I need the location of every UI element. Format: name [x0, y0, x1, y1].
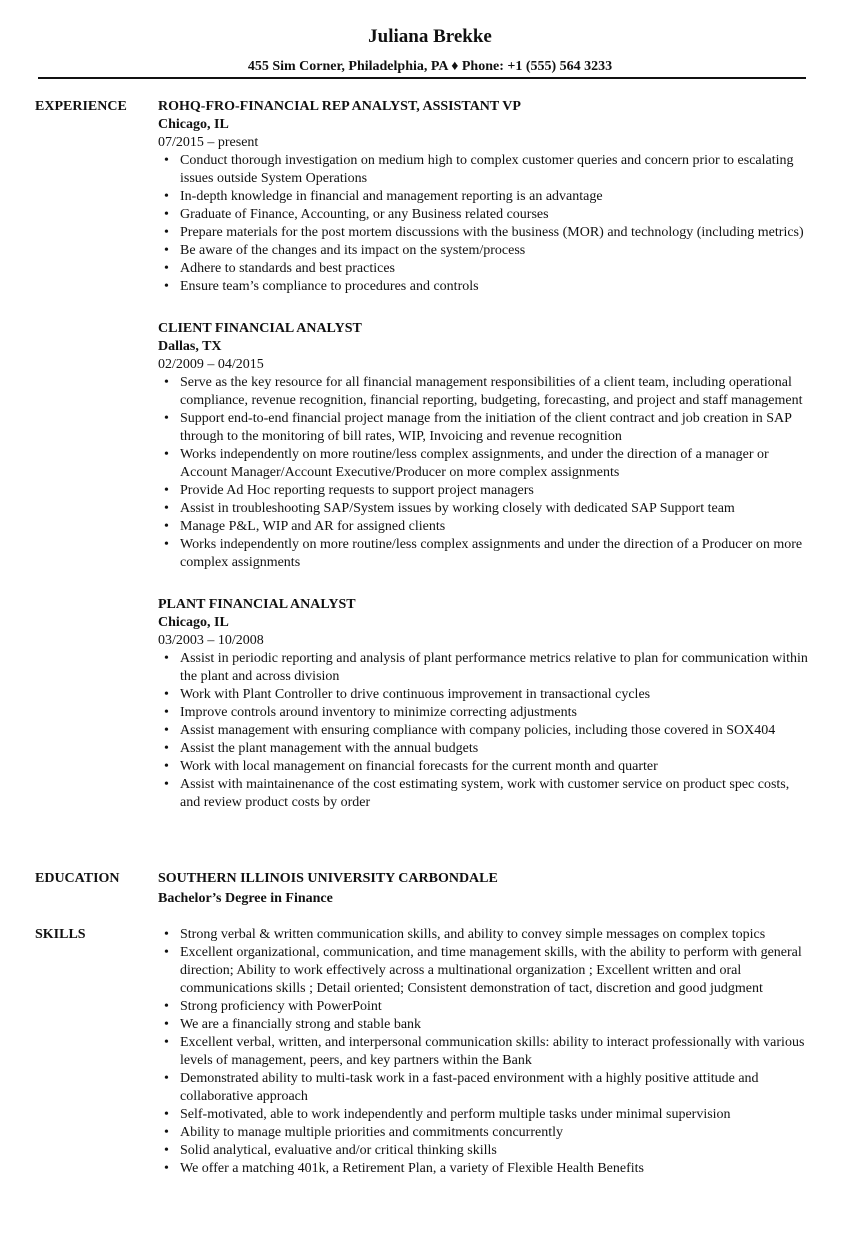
bullet-item	[158, 188, 810, 206]
job-location: Dallas, TX	[158, 339, 222, 354]
bullet-icon: •	[164, 1107, 169, 1122]
bullet-icon: •	[164, 945, 169, 960]
bullet-text: Work with Plant Controller to drive continuous improvement in transactional cycles	[180, 687, 651, 702]
bullet-text: Work with local management on financial forecasts for the current month and quarter	[180, 759, 658, 774]
bullet-icon: •	[164, 483, 169, 498]
skills-list	[158, 926, 810, 1178]
bullet-item	[158, 374, 810, 410]
skill-text: Strong verbal & written communication skills, and ability to convey simple messages on complex topics	[180, 927, 766, 942]
skill-text: Excellent organizational, communication, and time management skills, with the ability to perform with general direction; Ability to work effectively across a multinational organization ; Excellent written and oral communications skills ; Detail oriented; Consistent demonstration of tact, discretion and good judgment	[180, 945, 802, 996]
bullet-item	[158, 410, 810, 446]
bullet-icon: •	[164, 687, 169, 702]
bullet-text: Assist with maintainenance of the cost estimating system, work with customer service on product spec costs, and review product costs by order	[180, 777, 790, 810]
bullet-text: Support end-to-end financial project manage from the initiation of the client contract and job creation in SAP through to the monitoring of bill rates, WIP, Invoicing and revenue recognition	[180, 411, 792, 444]
bullet-item	[158, 224, 810, 242]
bullet-icon: •	[164, 999, 169, 1014]
bullet-icon: •	[164, 1071, 169, 1086]
bullet-icon: •	[164, 225, 169, 240]
bullet-icon: •	[164, 927, 169, 942]
bullet-item	[158, 206, 810, 224]
bullet-item	[158, 704, 810, 722]
skill-item	[158, 1016, 810, 1034]
skill-text: Demonstrated ability to multi-task work in a fast-paced environment with a highly positive attitude and collaborative approach	[180, 1071, 759, 1104]
bullet-icon: •	[164, 537, 169, 552]
skill-text: We offer a matching 401k, a Retirement Plan, a variety of Flexible Health Benefits	[180, 1161, 644, 1176]
job-dates: 03/2003 – 10/2008	[158, 633, 264, 648]
job-bullets	[158, 152, 810, 296]
job-title: PLANT FINANCIAL ANALYST	[158, 597, 356, 612]
bullet-text: Serve as the key resource for all financial management responsibilities of a client team, including operational compliance, revenue recognition, financial reporting, budgeting, forecasting, and project and staff management	[180, 375, 803, 408]
bullet-text: Improve controls around inventory to minimize correcting adjustments	[180, 705, 577, 720]
bullet-icon: •	[164, 279, 169, 294]
bullet-icon: •	[164, 759, 169, 774]
job-bullets	[158, 374, 810, 572]
bullet-icon: •	[164, 153, 169, 168]
bullet-text: Conduct thorough investigation on medium high to complex customer queries and concern prior to escalating issues outside System Operations	[180, 153, 794, 186]
bullet-text: Assist in troubleshooting SAP/System issues by working closely with dedicated SAP Support team	[180, 501, 735, 516]
resume-header	[0, 24, 860, 76]
bullet-icon: •	[164, 1035, 169, 1050]
skill-item	[158, 926, 810, 944]
job-entry	[158, 98, 810, 296]
bullet-text: Adhere to standards and best practices	[180, 261, 395, 276]
bullet-icon: •	[164, 447, 169, 462]
skills-list-wrapper	[158, 926, 810, 1178]
skill-item	[158, 1124, 810, 1142]
job-title: ROHQ-FRO-FINANCIAL REP ANALYST, ASSISTANT VP	[158, 99, 521, 114]
skill-item	[158, 1142, 810, 1160]
bullet-icon: •	[164, 777, 169, 792]
bullet-item	[158, 500, 810, 518]
bullet-text: Ensure team’s compliance to procedures and controls	[180, 279, 479, 294]
job-entry	[158, 596, 810, 812]
bullet-text: Assist in periodic reporting and analysis of plant performance metrics relative to plan for communication within the plant and across division	[180, 651, 808, 684]
skill-text: Strong proficiency with PowerPoint	[180, 999, 382, 1014]
bullet-item	[158, 518, 810, 536]
education-heading: EDUCATION	[35, 871, 120, 886]
bullet-item	[158, 740, 810, 758]
bullet-icon: •	[164, 519, 169, 534]
school-name: SOUTHERN ILLINOIS UNIVERSITY CARBONDALE	[158, 871, 498, 886]
bullet-icon: •	[164, 411, 169, 426]
contact-line: 455 Sim Corner, Philadelphia, PA ♦ Phone: +1 (555) 564 3233	[247, 59, 613, 74]
job-dates: 07/2015 – present	[158, 135, 259, 150]
job-dates: 02/2009 – 04/2015	[158, 357, 264, 372]
bullet-icon: •	[164, 705, 169, 720]
bullet-item	[158, 242, 810, 260]
bullet-item	[158, 278, 810, 296]
bullet-item	[158, 722, 810, 740]
bullet-item	[158, 758, 810, 776]
bullet-icon: •	[164, 189, 169, 204]
skill-text: Self-motivated, able to work independently and perform multiple tasks under minimal supervision	[180, 1107, 731, 1122]
job-entry	[158, 320, 810, 572]
candidate-name: Juliana Brekke	[368, 26, 492, 47]
bullet-item	[158, 776, 810, 812]
bullet-text: Manage P&L, WIP and AR for assigned clients	[180, 519, 446, 534]
bullet-item	[158, 446, 810, 482]
skill-item	[158, 998, 810, 1016]
bullet-item	[158, 650, 810, 686]
bullet-text: Provide Ad Hoc reporting requests to support project managers	[180, 483, 534, 498]
bullet-icon: •	[164, 1125, 169, 1140]
bullet-icon: •	[164, 501, 169, 516]
skill-item	[158, 1034, 810, 1070]
bullet-icon: •	[164, 651, 169, 666]
bullet-text: Assist the plant management with the annual budgets	[180, 741, 479, 756]
header-divider	[38, 77, 806, 79]
bullet-icon: •	[164, 1161, 169, 1176]
bullet-text: Prepare materials for the post mortem discussions with the business (MOR) and technology (including metrics)	[180, 225, 804, 240]
bullet-text: Graduate of Finance, Accounting, or any Business related courses	[180, 207, 549, 222]
bullet-icon: •	[164, 375, 169, 390]
skill-item	[158, 1106, 810, 1124]
bullet-icon: •	[164, 243, 169, 258]
bullet-text: Assist management with ensuring compliance with company policies, including those covered in SOX404	[180, 723, 776, 738]
bullet-item	[158, 536, 810, 572]
job-location: Chicago, IL	[158, 615, 229, 630]
skill-item	[158, 1070, 810, 1106]
bullet-item	[158, 152, 810, 188]
bullet-text: In-depth knowledge in financial and management reporting is an advantage	[180, 189, 603, 204]
bullet-icon: •	[164, 207, 169, 222]
bullet-icon: •	[164, 1143, 169, 1158]
skill-text: Excellent verbal, written, and interpersonal communication skills: ability to interact professionally with various levels of management, peers, and key partners within the Bank	[180, 1035, 805, 1068]
bullet-icon: •	[164, 741, 169, 756]
bullet-icon: •	[164, 723, 169, 738]
bullet-text: Be aware of the changes and its impact on the system/process	[180, 243, 526, 258]
job-location: Chicago, IL	[158, 117, 229, 132]
skills-heading: SKILLS	[35, 927, 86, 942]
experience-heading: EXPERIENCE	[35, 99, 127, 114]
experience-list	[158, 98, 810, 836]
bullet-item	[158, 260, 810, 278]
skill-text: Solid analytical, evaluative and/or critical thinking skills	[180, 1143, 497, 1158]
bullet-item	[158, 686, 810, 704]
skill-text: Ability to manage multiple priorities and commitments concurrently	[180, 1125, 563, 1140]
degree-name: Bachelor’s Degree in Finance	[158, 891, 333, 906]
job-bullets	[158, 650, 810, 812]
bullet-item	[158, 482, 810, 500]
bullet-icon: •	[164, 261, 169, 276]
skill-text: We are a financially strong and stable bank	[180, 1017, 422, 1032]
skill-item	[158, 944, 810, 998]
education-entry	[158, 870, 810, 908]
bullet-icon: •	[164, 1017, 169, 1032]
job-title: CLIENT FINANCIAL ANALYST	[158, 321, 362, 336]
skill-item	[158, 1160, 810, 1178]
bullet-text: Works independently on more routine/less complex assignments and under the direction of a Producer on more complex assignments	[180, 537, 803, 570]
bullet-text: Works independently on more routine/less complex assignments, and under the direction of a manager or Account Manager/Account Executive/Producer on more complex assignments	[180, 447, 769, 480]
